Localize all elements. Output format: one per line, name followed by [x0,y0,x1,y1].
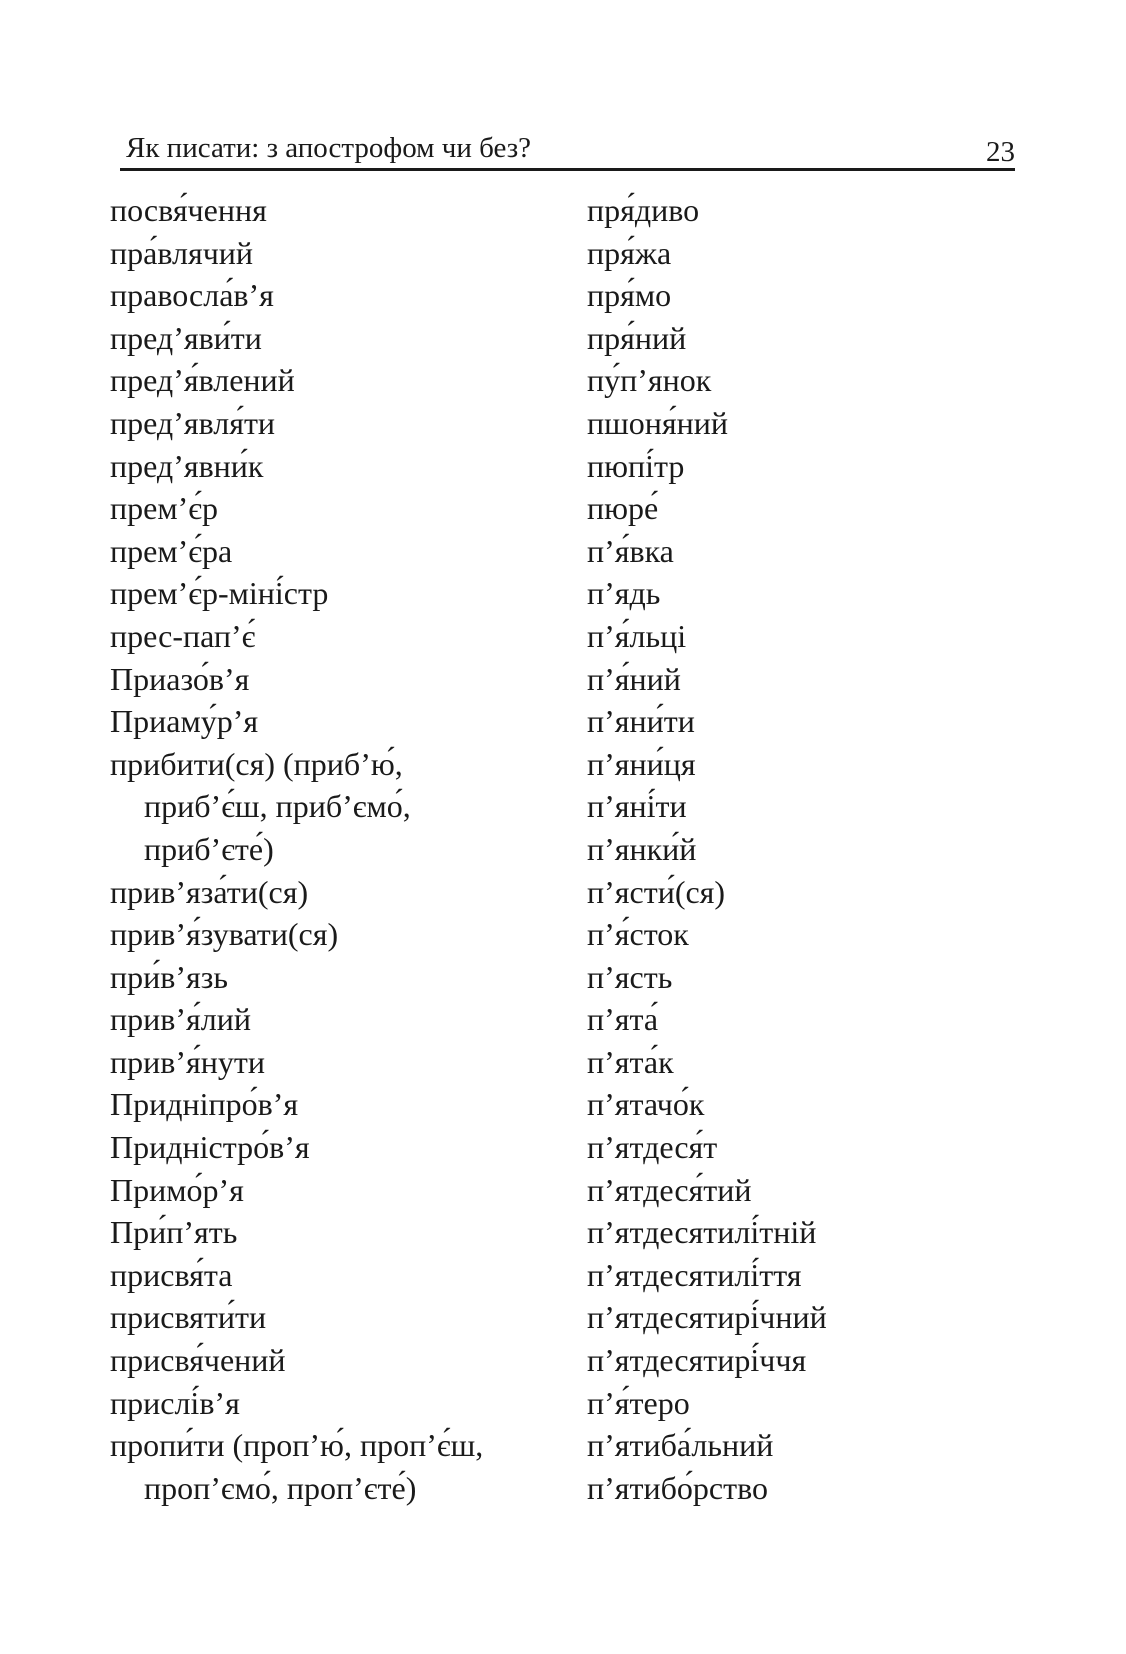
word-entry: п’яни́ти [587,703,695,740]
word-entry: прив’я́зувати(ся) [110,916,339,953]
word-entry: пюре́ [587,490,659,527]
word-entry: Придністро́в’я [110,1129,310,1166]
running-header [120,124,1015,171]
word-entry: прем’є́р-міні́стр [110,575,329,612]
word-entry: правосла́в’я [110,277,274,314]
word-entry: пред’явля́ти [110,404,276,441]
word-entry: прем’є́ра [110,532,233,569]
word-entry: пря́мо [587,277,672,314]
word-entry: п’яни́ця [587,745,696,782]
word-entry: прем’є́р [110,490,218,527]
word-entry: пря́жа [587,234,672,271]
word-entry: пшоня́ний [587,404,728,441]
word-entry: посвя́чення [110,192,267,228]
word-entry: п’ятачо́к [587,1086,705,1123]
word-entry: Примо́р’я [110,1171,244,1208]
word-entry: п’янки́й [587,830,697,867]
word-entry: п’ята́к [587,1043,674,1080]
word-entry: п’ятдесятирі́чний [587,1299,827,1336]
header-title: Як писати: з апострофом чи без? [126,132,532,164]
word-entry: Придніпро́в’я [110,1086,299,1123]
word-entry: п’ятибо́рство [587,1469,768,1506]
word-entry: п’яні́ти [587,788,687,825]
word-entry: Приаму́р’я [110,703,259,740]
page-number: 23 [986,136,1015,168]
word-entry: при́в’язь [110,958,228,995]
word-entry: пред’я́влений [110,362,295,399]
word-entry: п’я́ний [587,660,681,697]
word-entry: пред’яви́ти [110,319,262,356]
word-entry: присвяти́ти [110,1299,267,1336]
word-entry: п’ясть [587,958,673,995]
word-entry: прив’я́лий [110,1001,251,1038]
word-entry: п’ятдеся́тий [587,1171,752,1208]
word-entry: п’ятдесятилі́ття [587,1256,802,1293]
word-entry-continuation: приб’єте́) [144,830,274,867]
word-entry: пря́диво [587,192,700,228]
word-entry: пу́п’янок [587,362,712,399]
word-entry: прив’яза́ти(ся) [110,873,309,910]
word-entry: пропи́ти (проп’ю́, проп’є́ш, [110,1427,484,1464]
word-entry: присвя́чений [110,1342,286,1379]
word-entry: прес-пап’є́ [110,617,256,654]
word-entry: п’я́вка [587,532,674,569]
word-entry: п’ятдесятилі́тній [587,1214,817,1251]
word-entry: п’ята́ [587,1001,659,1038]
word-entry: пра́влячий [110,234,254,271]
left-word-column [110,189,580,1509]
word-entry: При́п’ять [110,1214,238,1251]
word-entry: пред’явни́к [110,447,264,484]
word-entry: пря́ний [587,319,687,356]
word-entry-continuation: проп’ємо́, проп’єте́) [144,1469,417,1506]
word-entry-continuation: приб’є́ш, приб’ємо́, [144,788,411,825]
word-entry: п’я́сток [587,916,689,953]
word-entry: прив’я́нути [110,1043,265,1080]
right-word-column [587,189,1057,1509]
word-entry: п’я́льці [587,617,687,654]
word-entry: прибити(ся) (приб’ю́, [110,745,403,782]
word-entry: Приазо́в’я [110,660,250,697]
word-entry: прислі́в’я [110,1384,240,1421]
word-entry: п’я́теро [587,1384,690,1421]
word-entry: п’ятдеся́т [587,1129,718,1166]
word-entry: п’ятиба́льний [587,1427,774,1464]
word-entry: пюпі́тр [587,447,685,484]
word-entry: п’ядь [587,575,661,612]
word-entry: п’ятдесятирі́ччя [587,1342,807,1379]
word-entry: присвя́та [110,1256,233,1293]
word-entry: п’ясти́(ся) [587,873,726,910]
